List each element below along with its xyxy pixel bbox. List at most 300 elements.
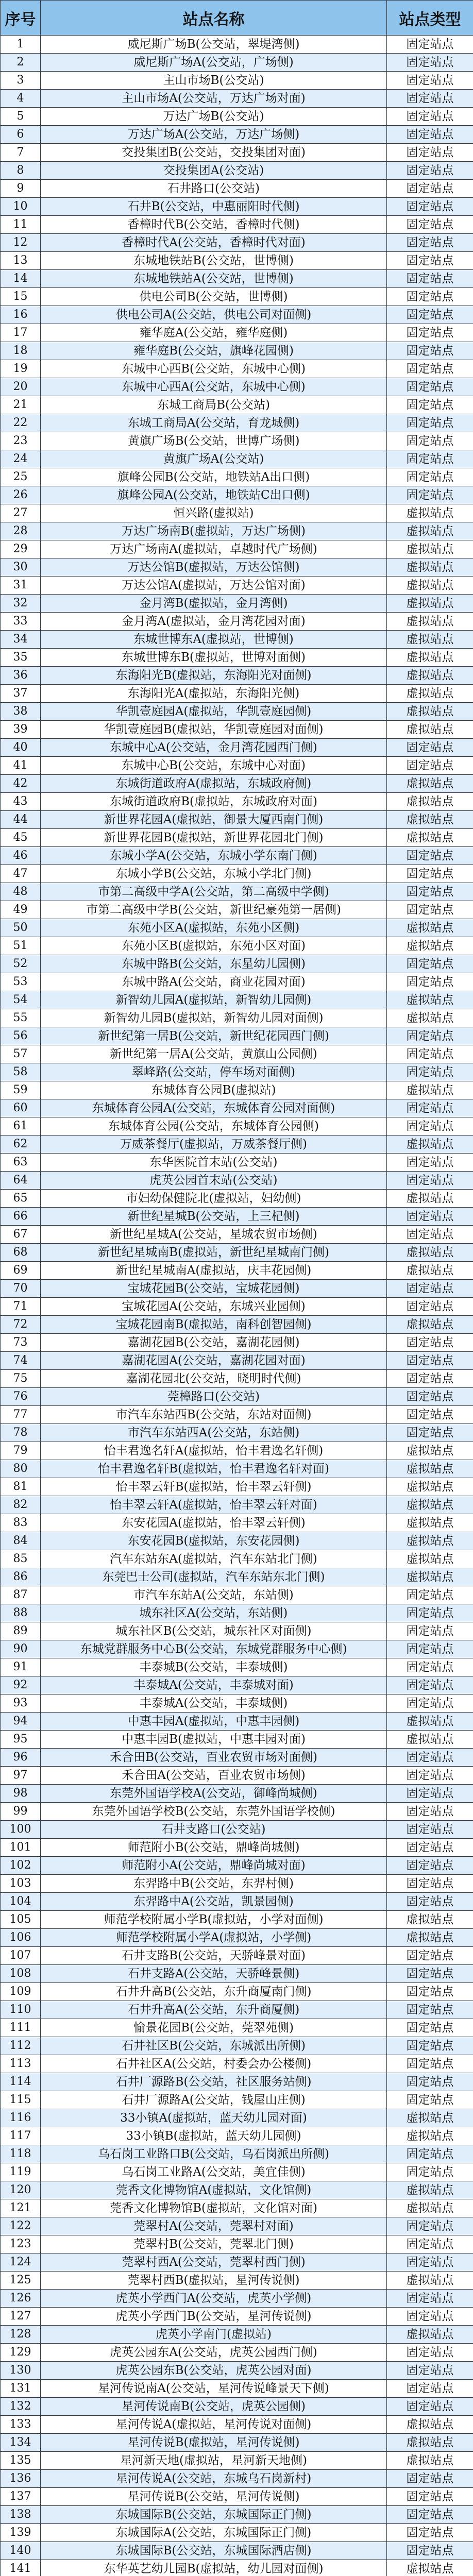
station-name: 中惠丰园B(虚拟站，中惠丰园对面): [41, 1731, 387, 1749]
row-index: 116: [1, 2109, 41, 2127]
station-type: 固定站点: [387, 2308, 473, 2326]
table-row: [1, 1604, 473, 1622]
station-name: 雍华庭B(公交站，旗峰花园侧): [41, 342, 387, 360]
station-type: 固定站点: [387, 72, 473, 90]
row-index: 41: [1, 757, 41, 775]
table-row: [1, 414, 473, 432]
table-row: [1, 2127, 473, 2145]
row-index: 50: [1, 919, 41, 937]
station-type: 虚拟站点: [387, 1731, 473, 1749]
station-type: 虚拟站点: [387, 1532, 473, 1550]
table-row: [1, 1893, 473, 1911]
table-row: [1, 613, 473, 631]
station-name: 东城中心西B(公交站，东城中心侧): [41, 360, 387, 378]
table-row: [1, 1983, 473, 2001]
row-index: 58: [1, 1063, 41, 1081]
station-name: 嘉湖花园北(公交站，晓明时代侧): [41, 1370, 387, 1388]
station-type: 虚拟站点: [387, 703, 473, 721]
row-index: 83: [1, 1514, 41, 1532]
station-name: 东城街道政府B(虚拟站，东城政府对面): [41, 793, 387, 811]
table-row: [1, 2145, 473, 2163]
table-row: [1, 144, 473, 162]
row-index: 121: [1, 2199, 41, 2217]
station-type: 固定站点: [387, 288, 473, 306]
row-index: 52: [1, 955, 41, 973]
station-type: 固定站点: [387, 1676, 473, 1694]
station-type: 固定站点: [387, 2037, 473, 2055]
table-row: [1, 2272, 473, 2290]
station-type: 固定站点: [387, 1983, 473, 2001]
table-row: [1, 432, 473, 450]
table-row: [1, 486, 473, 504]
table-row: [1, 2380, 473, 2398]
row-index: 114: [1, 2073, 41, 2091]
station-name: 新世界花园B(虚拟站，新世界花园北门侧): [41, 829, 387, 847]
station-type: 虚拟站点: [387, 577, 473, 595]
station-type: 固定站点: [387, 1857, 473, 1875]
station-name: 宝城花园B(公交站，宝城花园侧): [41, 1280, 387, 1298]
row-index: 63: [1, 1154, 41, 1172]
row-index: 100: [1, 1821, 41, 1839]
row-index: 2: [1, 54, 41, 72]
station-name: 东城体育公园B(虚拟站): [41, 1081, 387, 1099]
row-index: 95: [1, 1731, 41, 1749]
station-name: 东华英艺幼儿园B(虚拟站，幼儿园对面侧): [41, 2560, 387, 2576]
station-name: 市汽车东站A(公交站，东站侧): [41, 1586, 387, 1604]
station-name: 石井社区B(公交站，东城派出所侧): [41, 2037, 387, 2055]
station-type: 虚拟站点: [387, 1568, 473, 1586]
row-index: 19: [1, 360, 41, 378]
table-row: [1, 1154, 473, 1172]
row-index: 16: [1, 306, 41, 324]
table-row: [1, 1063, 473, 1081]
station-name: 东羿路中B(公交站，东羿村侧): [41, 1875, 387, 1893]
row-index: 91: [1, 1658, 41, 1676]
row-index: 129: [1, 2344, 41, 2362]
table-row: [1, 793, 473, 811]
station-type: 固定站点: [387, 2163, 473, 2181]
table-row: [1, 721, 473, 739]
table-row: [1, 1821, 473, 1839]
row-index: 22: [1, 414, 41, 432]
table-row: [1, 685, 473, 703]
station-type: 虚拟站点: [387, 1514, 473, 1532]
row-index: 90: [1, 1640, 41, 1658]
table-row: [1, 1965, 473, 1983]
table-row: [1, 1839, 473, 1857]
table-row: [1, 450, 473, 468]
station-type: 固定站点: [387, 216, 473, 234]
station-type: 固定站点: [387, 1586, 473, 1604]
station-type: 虚拟站点: [387, 2452, 473, 2470]
row-index: 98: [1, 1785, 41, 1803]
row-index: 60: [1, 1099, 41, 1117]
station-name: 恒兴路(虚拟站): [41, 504, 387, 522]
row-index: 66: [1, 1208, 41, 1226]
table-row: [1, 1496, 473, 1514]
row-index: 12: [1, 234, 41, 252]
station-name: 东城中路A(公交站，商业花园对面): [41, 973, 387, 991]
row-index: 65: [1, 1190, 41, 1208]
row-index: 133: [1, 2416, 41, 2434]
station-name: 交投集团A(公交站): [41, 162, 387, 180]
station-type: 固定站点: [387, 1640, 473, 1658]
station-name: 石井升高A(公交站，东升商厦侧): [41, 2001, 387, 2019]
station-type: 固定站点: [387, 1172, 473, 1190]
station-name: 东城党群服务中心B(公交站，东城党群服务中心侧): [41, 1640, 387, 1658]
row-index: 7: [1, 144, 41, 162]
table-row: [1, 1027, 473, 1045]
table-row: [1, 234, 473, 252]
station-name: 怡丰翠云轩A(虚拟站，怡丰翠云轩对面): [41, 1496, 387, 1514]
row-index: 45: [1, 829, 41, 847]
row-index: 84: [1, 1532, 41, 1550]
row-index: 53: [1, 973, 41, 991]
station-type: 固定站点: [387, 2506, 473, 2524]
table-row: [1, 108, 473, 126]
row-index: 99: [1, 1803, 41, 1821]
station-type: 固定站点: [387, 1424, 473, 1442]
table-row: [1, 937, 473, 955]
station-name: 新智幼儿园B(虚拟站，新智幼儿园对面侧): [41, 1009, 387, 1027]
station-type: 固定站点: [387, 1604, 473, 1622]
row-index: 89: [1, 1622, 41, 1640]
station-type: 虚拟站点: [387, 1009, 473, 1027]
station-name: 丰泰城A(公交站，丰泰城侧): [41, 1694, 387, 1713]
row-index: 110: [1, 2001, 41, 2019]
station-type: 固定站点: [387, 468, 473, 486]
table-row: [1, 1478, 473, 1496]
row-index: 59: [1, 1081, 41, 1099]
table-row: [1, 1911, 473, 1929]
station-name: 嘉湖花园A(公交站，嘉湖花园对面): [41, 1352, 387, 1370]
station-type: 固定站点: [387, 144, 473, 162]
table-row: [1, 2001, 473, 2019]
station-type: 虚拟站点: [387, 991, 473, 1009]
station-name: 华凯壹庭园B(虚拟站，华凯壹庭园对面侧): [41, 721, 387, 739]
row-index: 119: [1, 2163, 41, 2181]
row-index: 109: [1, 1983, 41, 2001]
row-index: 96: [1, 1749, 41, 1767]
row-index: 97: [1, 1767, 41, 1785]
station-name: 城东社区B(公交站，城东社区对面侧): [41, 1622, 387, 1640]
station-name: 东城中心B(公交站，东城中心对面): [41, 757, 387, 775]
station-type: 固定站点: [387, 54, 473, 72]
station-type: 固定站点: [387, 2488, 473, 2506]
row-index: 120: [1, 2181, 41, 2199]
table-body: [1, 36, 473, 2576]
station-type: 固定站点: [387, 270, 473, 288]
row-index: 38: [1, 703, 41, 721]
table-row: [1, 1514, 473, 1532]
station-type: 固定站点: [387, 739, 473, 757]
station-name: 金月湾A(虚拟站，金月湾花园对面): [41, 613, 387, 631]
table-row: [1, 1767, 473, 1785]
station-type: 虚拟站点: [387, 1136, 473, 1154]
station-name: 怡丰翠云轩B(虚拟站，怡丰翠云轩侧): [41, 1478, 387, 1496]
table-row: [1, 378, 473, 396]
station-name: 师范学校附属小学A(虚拟站，小学侧): [41, 1929, 387, 1947]
station-type: 虚拟站点: [387, 2199, 473, 2217]
station-name: 新世纪第一居A(公交站，黄旗山公园侧): [41, 1045, 387, 1063]
row-index: 39: [1, 721, 41, 739]
table-row: [1, 2470, 473, 2488]
station-name: 威尼斯广场A(公交站，广场侧): [41, 54, 387, 72]
table-row: [1, 2109, 473, 2127]
station-name: 石井社区A(公交站，村委会办公楼侧): [41, 2055, 387, 2073]
row-index: 15: [1, 288, 41, 306]
station-type: 固定站点: [387, 1875, 473, 1893]
row-index: 104: [1, 1893, 41, 1911]
station-name: 石井升高B(公交站，东升商厦南门侧): [41, 1983, 387, 2001]
station-type: 固定站点: [387, 1803, 473, 1821]
station-type: 固定站点: [387, 2362, 473, 2380]
row-index: 49: [1, 901, 41, 919]
station-name: 东安花园B(虚拟站，东安花园侧): [41, 1532, 387, 1550]
table-row: [1, 649, 473, 667]
row-index: 105: [1, 1911, 41, 1929]
table-row: [1, 2253, 473, 2272]
row-index: 43: [1, 793, 41, 811]
station-name: 供电公司A(公交站，供电公司对面侧): [41, 306, 387, 324]
station-type: 固定站点: [387, 1154, 473, 1172]
station-type: 虚拟站点: [387, 1081, 473, 1099]
row-index: 108: [1, 1965, 41, 1983]
table-row: [1, 739, 473, 757]
station-name: 虎英公园东A(公交站，虎英公园西门侧): [41, 2344, 387, 2362]
station-name: 石井支路B(公交站，天骄峰景对面): [41, 1947, 387, 1965]
row-index: 75: [1, 1370, 41, 1388]
row-index: 11: [1, 216, 41, 234]
table-row: [1, 1857, 473, 1875]
station-name: 莞翠村A(公交站，莞翠村对面): [41, 2217, 387, 2235]
station-name: 东城国际B(公交站，东城国际酒店侧): [41, 2542, 387, 2560]
station-name: 新世纪星城B(公交站，上三杞侧): [41, 1208, 387, 1226]
station-type: 固定站点: [387, 973, 473, 991]
row-index: 117: [1, 2127, 41, 2145]
station-name: 怡丰君逸名轩A(虚拟站，怡丰君逸名轩侧): [41, 1442, 387, 1460]
row-index: 6: [1, 126, 41, 144]
station-type: 虚拟站点: [387, 540, 473, 558]
station-name: 香樟时代A(公交站，香樟时代对面): [41, 234, 387, 252]
station-type: 固定站点: [387, 2073, 473, 2091]
table-row: [1, 1081, 473, 1099]
row-index: 107: [1, 1947, 41, 1965]
station-type: 固定站点: [387, 883, 473, 901]
table-row: [1, 1298, 473, 1316]
station-type: 固定站点: [387, 1749, 473, 1767]
station-name: 东城世博东A(虚拟站，世博侧): [41, 631, 387, 649]
station-name: 东城工商局A(公交站，育龙城侧): [41, 414, 387, 432]
table-row: [1, 2362, 473, 2380]
row-index: 9: [1, 180, 41, 198]
station-name: 东城地铁站A(公交站，世博侧): [41, 270, 387, 288]
table-row: [1, 1208, 473, 1226]
station-type: 虚拟站点: [387, 1442, 473, 1460]
station-name: 黄旗广场A(公交站): [41, 450, 387, 468]
table-row: [1, 865, 473, 883]
table-row: [1, 1731, 473, 1749]
row-index: 70: [1, 1280, 41, 1298]
station-type: 固定站点: [387, 198, 473, 216]
station-name: 东城地铁站B(公交站，世博侧): [41, 252, 387, 270]
station-name: 乌石岗工业路口B(公交站，乌石岗派出所侧): [41, 2145, 387, 2163]
station-name: 东海阳光A(虚拟站，东海阳光侧): [41, 685, 387, 703]
station-type: 固定站点: [387, 1208, 473, 1226]
station-type: 固定站点: [387, 1694, 473, 1713]
station-name: 供电公司B(公交站，世博侧): [41, 288, 387, 306]
row-index: 64: [1, 1172, 41, 1190]
station-type: 固定站点: [387, 2253, 473, 2272]
table-row: [1, 829, 473, 847]
station-type: 固定站点: [387, 2235, 473, 2253]
station-type: 固定站点: [387, 2380, 473, 2398]
station-type: 虚拟站点: [387, 1550, 473, 1568]
station-name: 乌石岗工业路A(公交站，美宜佳侧): [41, 2163, 387, 2181]
table-row: [1, 2506, 473, 2524]
station-name: 翠峰路(公交站，停车场对面侧): [41, 1063, 387, 1081]
station-type: 虚拟站点: [387, 811, 473, 829]
station-name: 星河传说B(公交站，星河传说侧): [41, 2488, 387, 2506]
row-index: 123: [1, 2235, 41, 2253]
station-type: 虚拟站点: [387, 937, 473, 955]
row-index: 71: [1, 1298, 41, 1316]
row-index: 93: [1, 1694, 41, 1713]
station-type: 固定站点: [387, 1406, 473, 1424]
table-row: [1, 1244, 473, 1262]
row-index: 125: [1, 2272, 41, 2290]
table-row: [1, 1550, 473, 1568]
row-index: 5: [1, 108, 41, 126]
station-name: 市第二高级中学A(公交站，第二高级中学侧): [41, 883, 387, 901]
row-index: 85: [1, 1550, 41, 1568]
table-row: [1, 1568, 473, 1586]
station-name: 东城街道政府A(虚拟站，东城政府侧): [41, 775, 387, 793]
row-index: 55: [1, 1009, 41, 1027]
station-name: 莞翠村西A(公交站，莞翠村西门侧): [41, 2253, 387, 2272]
row-index: 102: [1, 1857, 41, 1875]
table-row: [1, 811, 473, 829]
row-index: 24: [1, 450, 41, 468]
row-index: 62: [1, 1136, 41, 1154]
station-type: 固定站点: [387, 234, 473, 252]
table-row: [1, 540, 473, 558]
table-row: [1, 973, 473, 991]
row-index: 3: [1, 72, 41, 90]
station-name: 星河传说南B(公交站，虎英公园侧): [41, 2398, 387, 2416]
table-row: [1, 901, 473, 919]
station-type: 固定站点: [387, 1027, 473, 1045]
station-name: 万达公馆A(虚拟站，万达公馆对面): [41, 577, 387, 595]
station-type: 虚拟站点: [387, 631, 473, 649]
table-row: [1, 2235, 473, 2253]
station-name: 石井B(公交站，中惠丽阳时代侧): [41, 198, 387, 216]
header-station-name: 站点名称: [41, 1, 387, 36]
station-name: 怡丰君逸名轩B(虚拟站，怡丰君逸名轩对面): [41, 1460, 387, 1478]
row-index: 134: [1, 2434, 41, 2452]
row-index: 47: [1, 865, 41, 883]
table-row: [1, 1640, 473, 1658]
station-name: 东苑小区B(虚拟站，东苑小区对面): [41, 937, 387, 955]
station-type: 虚拟站点: [387, 829, 473, 847]
station-type: 虚拟站点: [387, 1478, 473, 1496]
row-index: 76: [1, 1388, 41, 1406]
row-index: 69: [1, 1262, 41, 1280]
row-index: 103: [1, 1875, 41, 1893]
station-name: 金月湾B(虚拟站，金月湾侧): [41, 595, 387, 613]
station-name: 东苑小区A(虚拟站，东苑小区侧): [41, 919, 387, 937]
station-type: 固定站点: [387, 1280, 473, 1298]
station-name: 新智幼儿园A(虚拟站，新智幼儿园侧): [41, 991, 387, 1009]
table-row: [1, 2452, 473, 2470]
station-name: 石井厂源路B(公交站，社区服务站侧): [41, 2073, 387, 2091]
row-index: 94: [1, 1713, 41, 1731]
row-index: 33: [1, 613, 41, 631]
station-type: 虚拟站点: [387, 1929, 473, 1947]
table-row: [1, 1388, 473, 1406]
station-name: 威尼斯广场B(公交站，翠堤湾侧): [41, 36, 387, 54]
station-type: 固定站点: [387, 1767, 473, 1785]
table-row: [1, 2217, 473, 2235]
row-index: 1: [1, 36, 41, 54]
row-index: 124: [1, 2253, 41, 2272]
table-row: [1, 558, 473, 577]
row-index: 34: [1, 631, 41, 649]
table-row: [1, 288, 473, 306]
station-name: 东莞巴士公司(虚拟站，汽车东站东北门侧): [41, 1568, 387, 1586]
station-name: 东城中路B(公交站，东星幼儿园侧): [41, 955, 387, 973]
table-row: [1, 198, 473, 216]
table-row: [1, 1099, 473, 1117]
station-type: 固定站点: [387, 2001, 473, 2019]
station-name: 新世纪星城A(公交站，星城农贸市场侧): [41, 1226, 387, 1244]
row-index: 27: [1, 504, 41, 522]
table-row: [1, 667, 473, 685]
table-row: [1, 504, 473, 522]
station-name: 东城中心西A(公交站，东城中心侧): [41, 378, 387, 396]
row-index: 112: [1, 2037, 41, 2055]
station-type: 固定站点: [387, 1893, 473, 1911]
row-index: 128: [1, 2326, 41, 2344]
table-row: [1, 1749, 473, 1767]
station-type: 固定站点: [387, 324, 473, 342]
station-type: 虚拟站点: [387, 2326, 473, 2344]
station-name: 师范学校附属小学B(虚拟站，小学对面侧): [41, 1911, 387, 1929]
station-type: 虚拟站点: [387, 1262, 473, 1280]
row-index: 25: [1, 468, 41, 486]
table-row: [1, 1586, 473, 1604]
row-index: 81: [1, 1478, 41, 1496]
row-index: 122: [1, 2217, 41, 2235]
station-name: 虎英公园东B(公交站，虎英公园对面): [41, 2362, 387, 2380]
table-row: [1, 72, 473, 90]
station-type: 固定站点: [387, 2398, 473, 2416]
station-type: 虚拟站点: [387, 667, 473, 685]
row-index: 26: [1, 486, 41, 504]
station-type: 固定站点: [387, 901, 473, 919]
station-name: 城东社区A(公交站，东站侧): [41, 1604, 387, 1622]
station-type: 固定站点: [387, 2470, 473, 2488]
row-index: 137: [1, 2488, 41, 2506]
station-name: 虎英小学南门(虚拟站): [41, 2326, 387, 2344]
row-index: 44: [1, 811, 41, 829]
row-index: 131: [1, 2380, 41, 2398]
station-name: 石井路口(公交站): [41, 180, 387, 198]
row-index: 118: [1, 2145, 41, 2163]
table-row: [1, 1226, 473, 1244]
row-index: 17: [1, 324, 41, 342]
station-name: 市汽车东站西B(公交站，东站对面侧): [41, 1406, 387, 1424]
